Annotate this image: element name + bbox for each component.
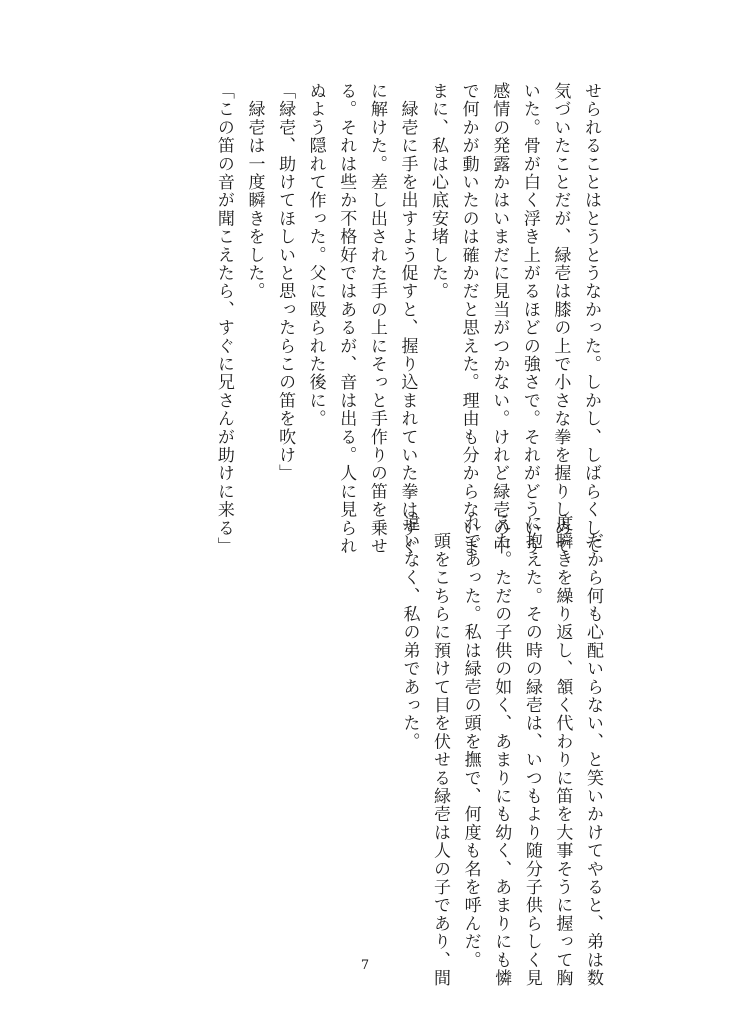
text-line: 「この笛の音が聞こえたら、すぐに兄さんが助けに来る」 [213, 82, 234, 556]
text-line: 気づいたことだが、緑壱は膝の上で小さな拳を握りしめて [550, 82, 571, 556]
text-line: いた。骨が白く浮き上がるほどの強さで。それがどういう [519, 82, 540, 556]
text-line: 緑壱は一度瞬きをした。 [244, 82, 265, 301]
text-line: えた。ただの子供の如く、あまりにも幼く、あまりにも憐 [491, 514, 512, 988]
text-line: せられることはとうとうなかった。しかし、しばらくして [581, 82, 601, 556]
text-line: で何かが動いたのは確かだと思えた。理由も分からないま [458, 82, 479, 556]
text-line: れであった。私は緑壱の頭を撫で、何度も名を呼んだ。 [460, 514, 481, 969]
text-line: に抱えた。その時の緑壱は、いつもより随分子供らしく見 [521, 514, 542, 988]
text-line: 感情の発露かはいまだに見当がつかない。けれど緑壱の中 [489, 82, 510, 556]
text-line: 違いなく、私の弟であった。 [399, 514, 420, 751]
text-line: 緑壱に手を出すよう促すと、握り込まれていた拳はすぐ [397, 82, 418, 556]
text-line: ぬよう隠れて作った。父に殴られた後に。 [305, 82, 326, 428]
text-line: 「緑壱、助けてほしいと思ったらこの笛を吹け」 [275, 82, 296, 483]
text-line: 頭をこちらに預けて目を伏せる緑壱は人の子であり、間 [430, 514, 451, 988]
text-line: に解けた。差し出された手の上にそっと手作りの笛を乗せ [366, 82, 387, 556]
upper-text-block [208, 82, 606, 556]
text-line: だから何も心配いらない、と笑いかけてやると、弟は数 [583, 514, 603, 988]
lower-text-block [394, 514, 608, 988]
text-line: 度瞬きを繰り返し、頷く代わりに笛を大事そうに握って胸 [552, 514, 573, 988]
text-line: る。それは些か不格好ではあるが、音は出る。人に見られ [336, 82, 357, 556]
page-number: 7 [360, 958, 370, 973]
text-line: まに、私は心底安堵した。 [428, 82, 449, 301]
